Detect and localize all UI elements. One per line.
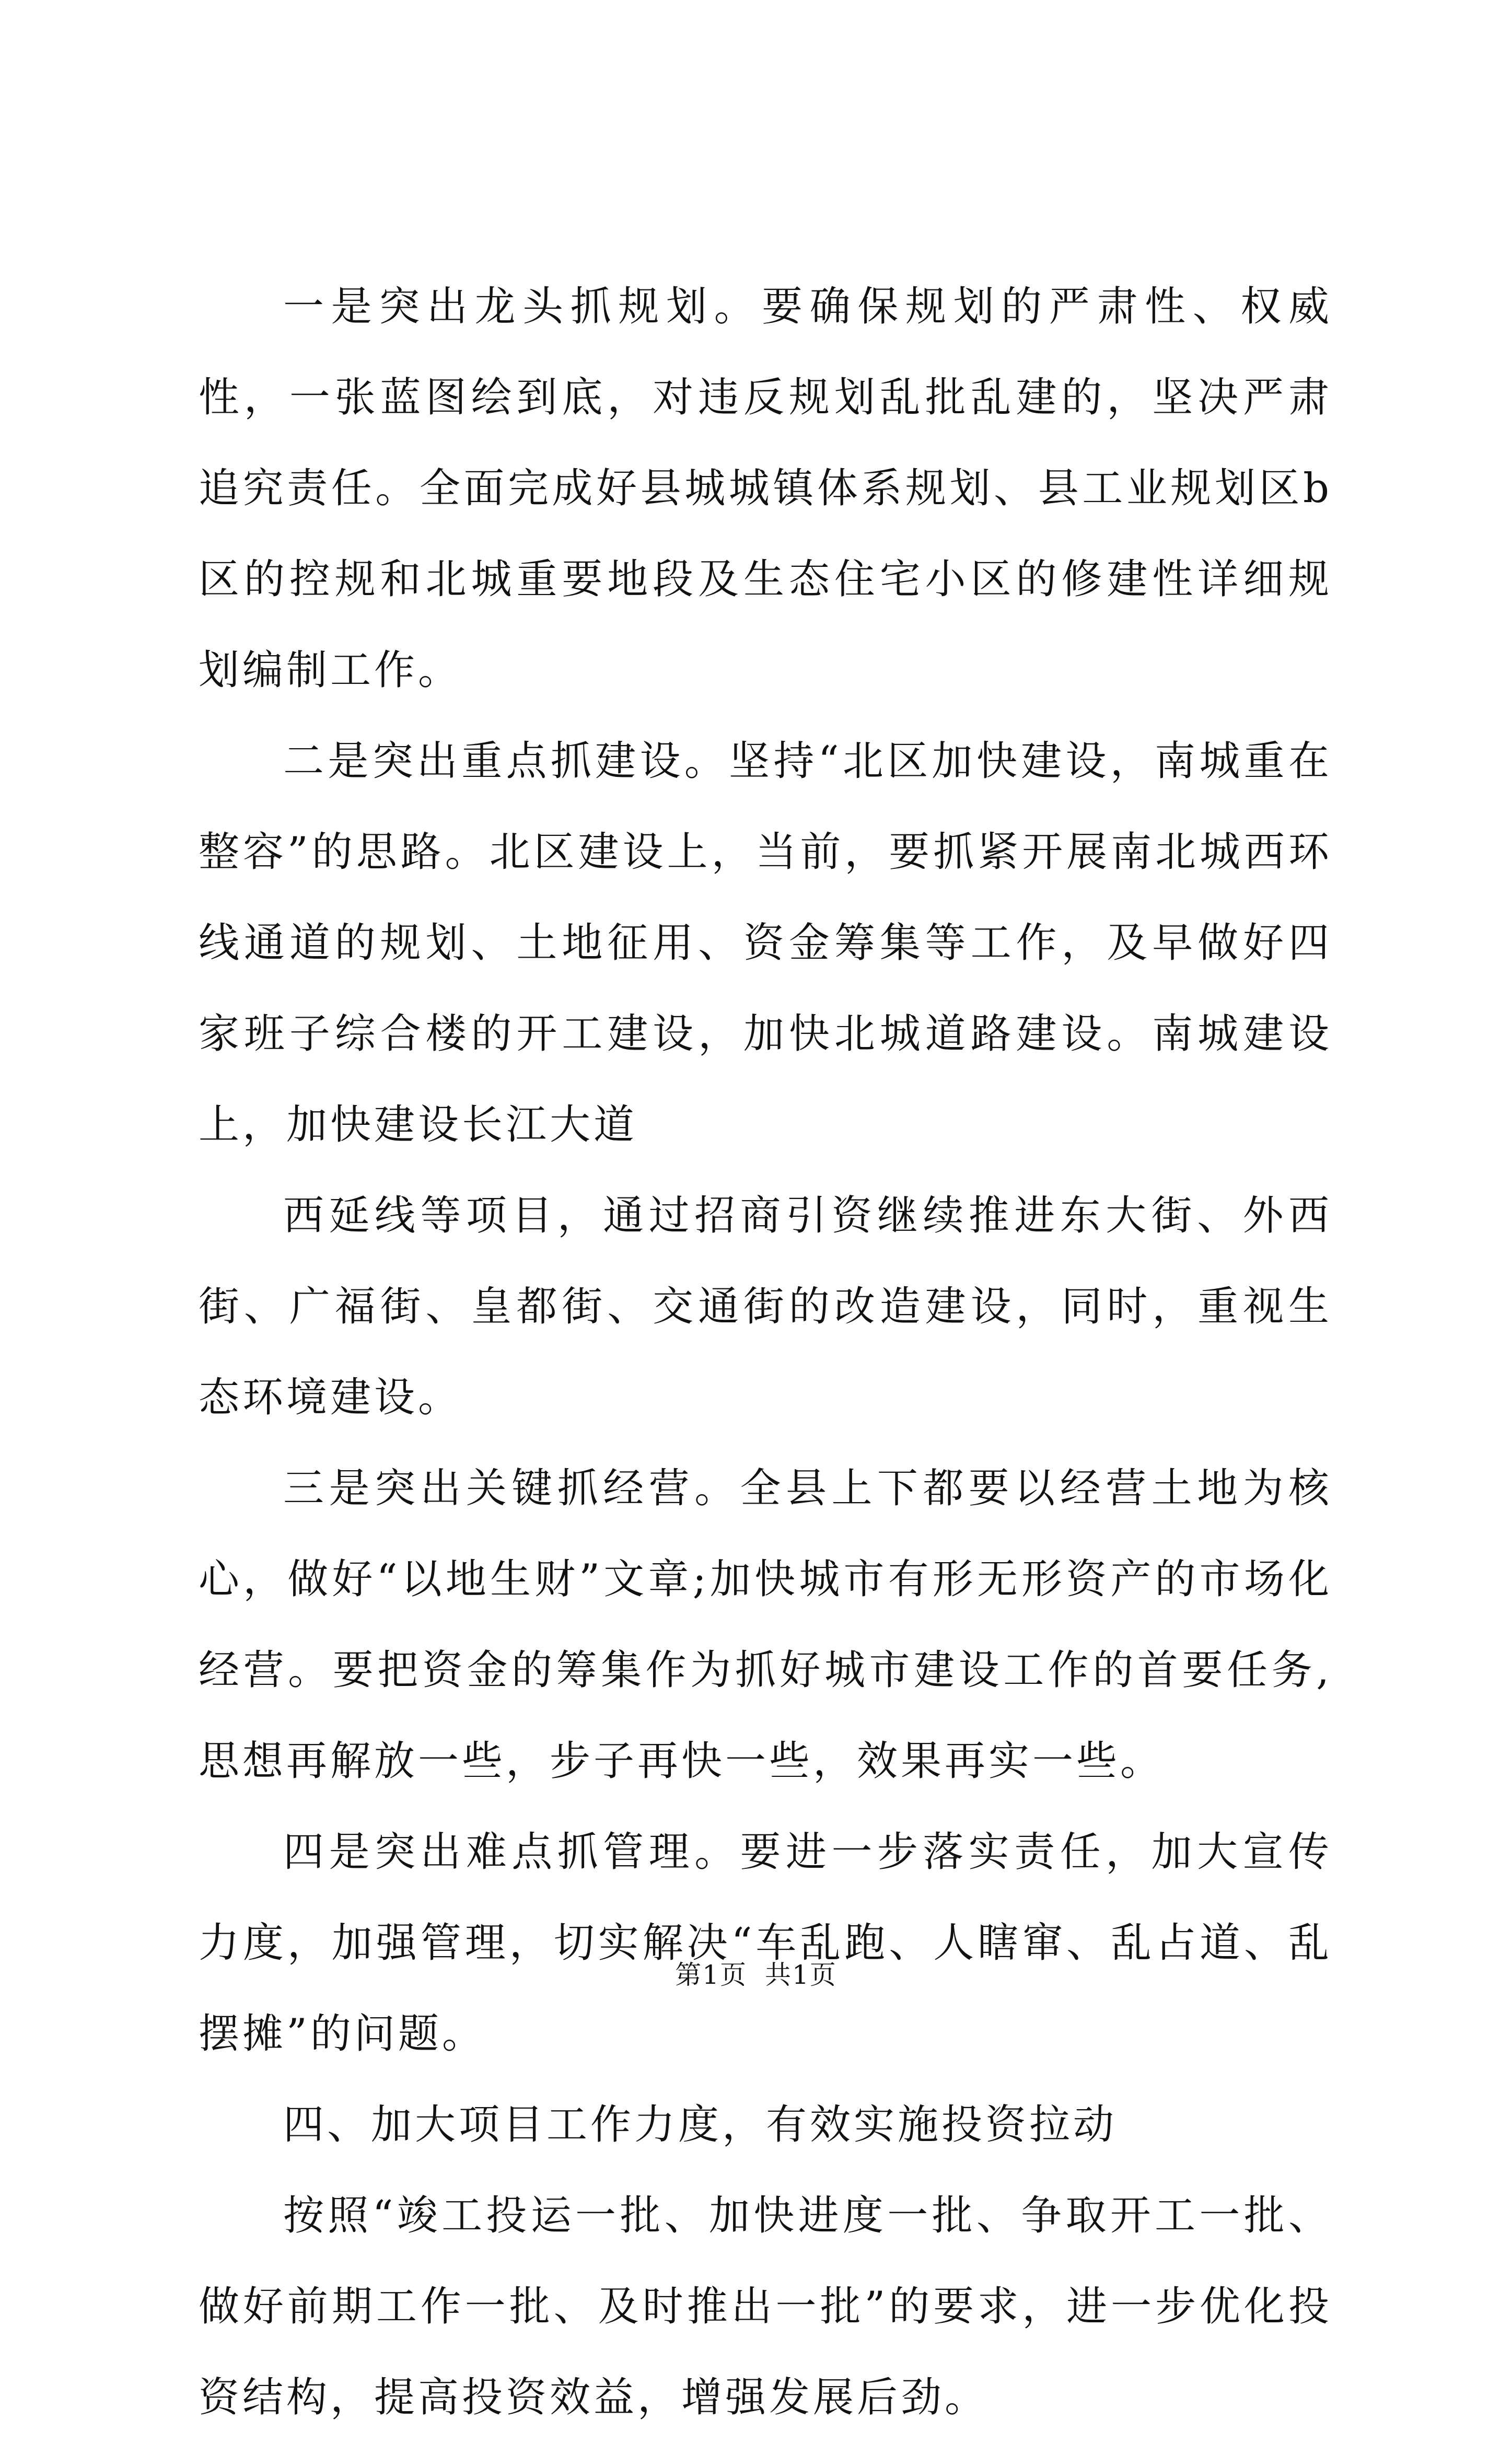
page-number: 第1页 bbox=[675, 1960, 747, 1990]
section-heading-investment: 四、加大项目工作力度，有效实施投资拉动 bbox=[283, 2101, 1118, 2148]
paragraph-construction-continued: 西延线等项目，通过招商引资继续推进东大街、外西街、广福街、皇都街、交通街的改造建设，同时，重视生态环境建设。 bbox=[199, 1192, 1332, 1421]
paragraph-construction: 二是突出重点抓建设。坚持“北区加快建设，南城重在整容”的思路。北区建设上，当前，要抓紧开展南北城西环线通道的规划、土地征用、资金筹集等工作，及早做好四家班子综合楼的开工建设，加快北城道路建设。南城建设上，加快建设长江大道 bbox=[199, 738, 1332, 1148]
page-total: 共1页 bbox=[765, 1960, 837, 1990]
page-footer bbox=[0, 1954, 1512, 1996]
paragraph-planning: 一是突出龙头抓规划。要确保规划的严肃性、权威性，一张蓝图绘到底，对违反规划乱批乱建的，坚决严肃追究责任。全面完成好县城城镇体系规划、县工业规划区b区的控规和北城重要地段及生态住宅小区的修建性详细规划编制工作。 bbox=[199, 283, 1332, 694]
paragraph-investment: 按照“竣工投运一批、加快进度一批、争取开工一批、做好前期工作一批、及时推出一批”的要求，进一步优化投资结构，提高投资效益，增强发展后劲。 bbox=[199, 2192, 1332, 2421]
paragraph-operation: 三是突出关键抓经营。全县上下都要以经营土地为核心，做好“以地生财”文章;加快城市有形无形资产的市场化经营。要把资金的筹集作为抓好城市建设工作的首要任务,思想再解放一些，步子再快一些，效果再实一些。 bbox=[199, 1465, 1332, 1785]
paragraph-management: 四是突出难点抓管理。要进一步落实责任，加大宣传力度，加强管理，切实解决“车乱跑、人瞎窜、乱占道、乱摆摊”的问题。 bbox=[199, 1829, 1332, 2057]
document-body bbox=[199, 261, 1332, 2443]
